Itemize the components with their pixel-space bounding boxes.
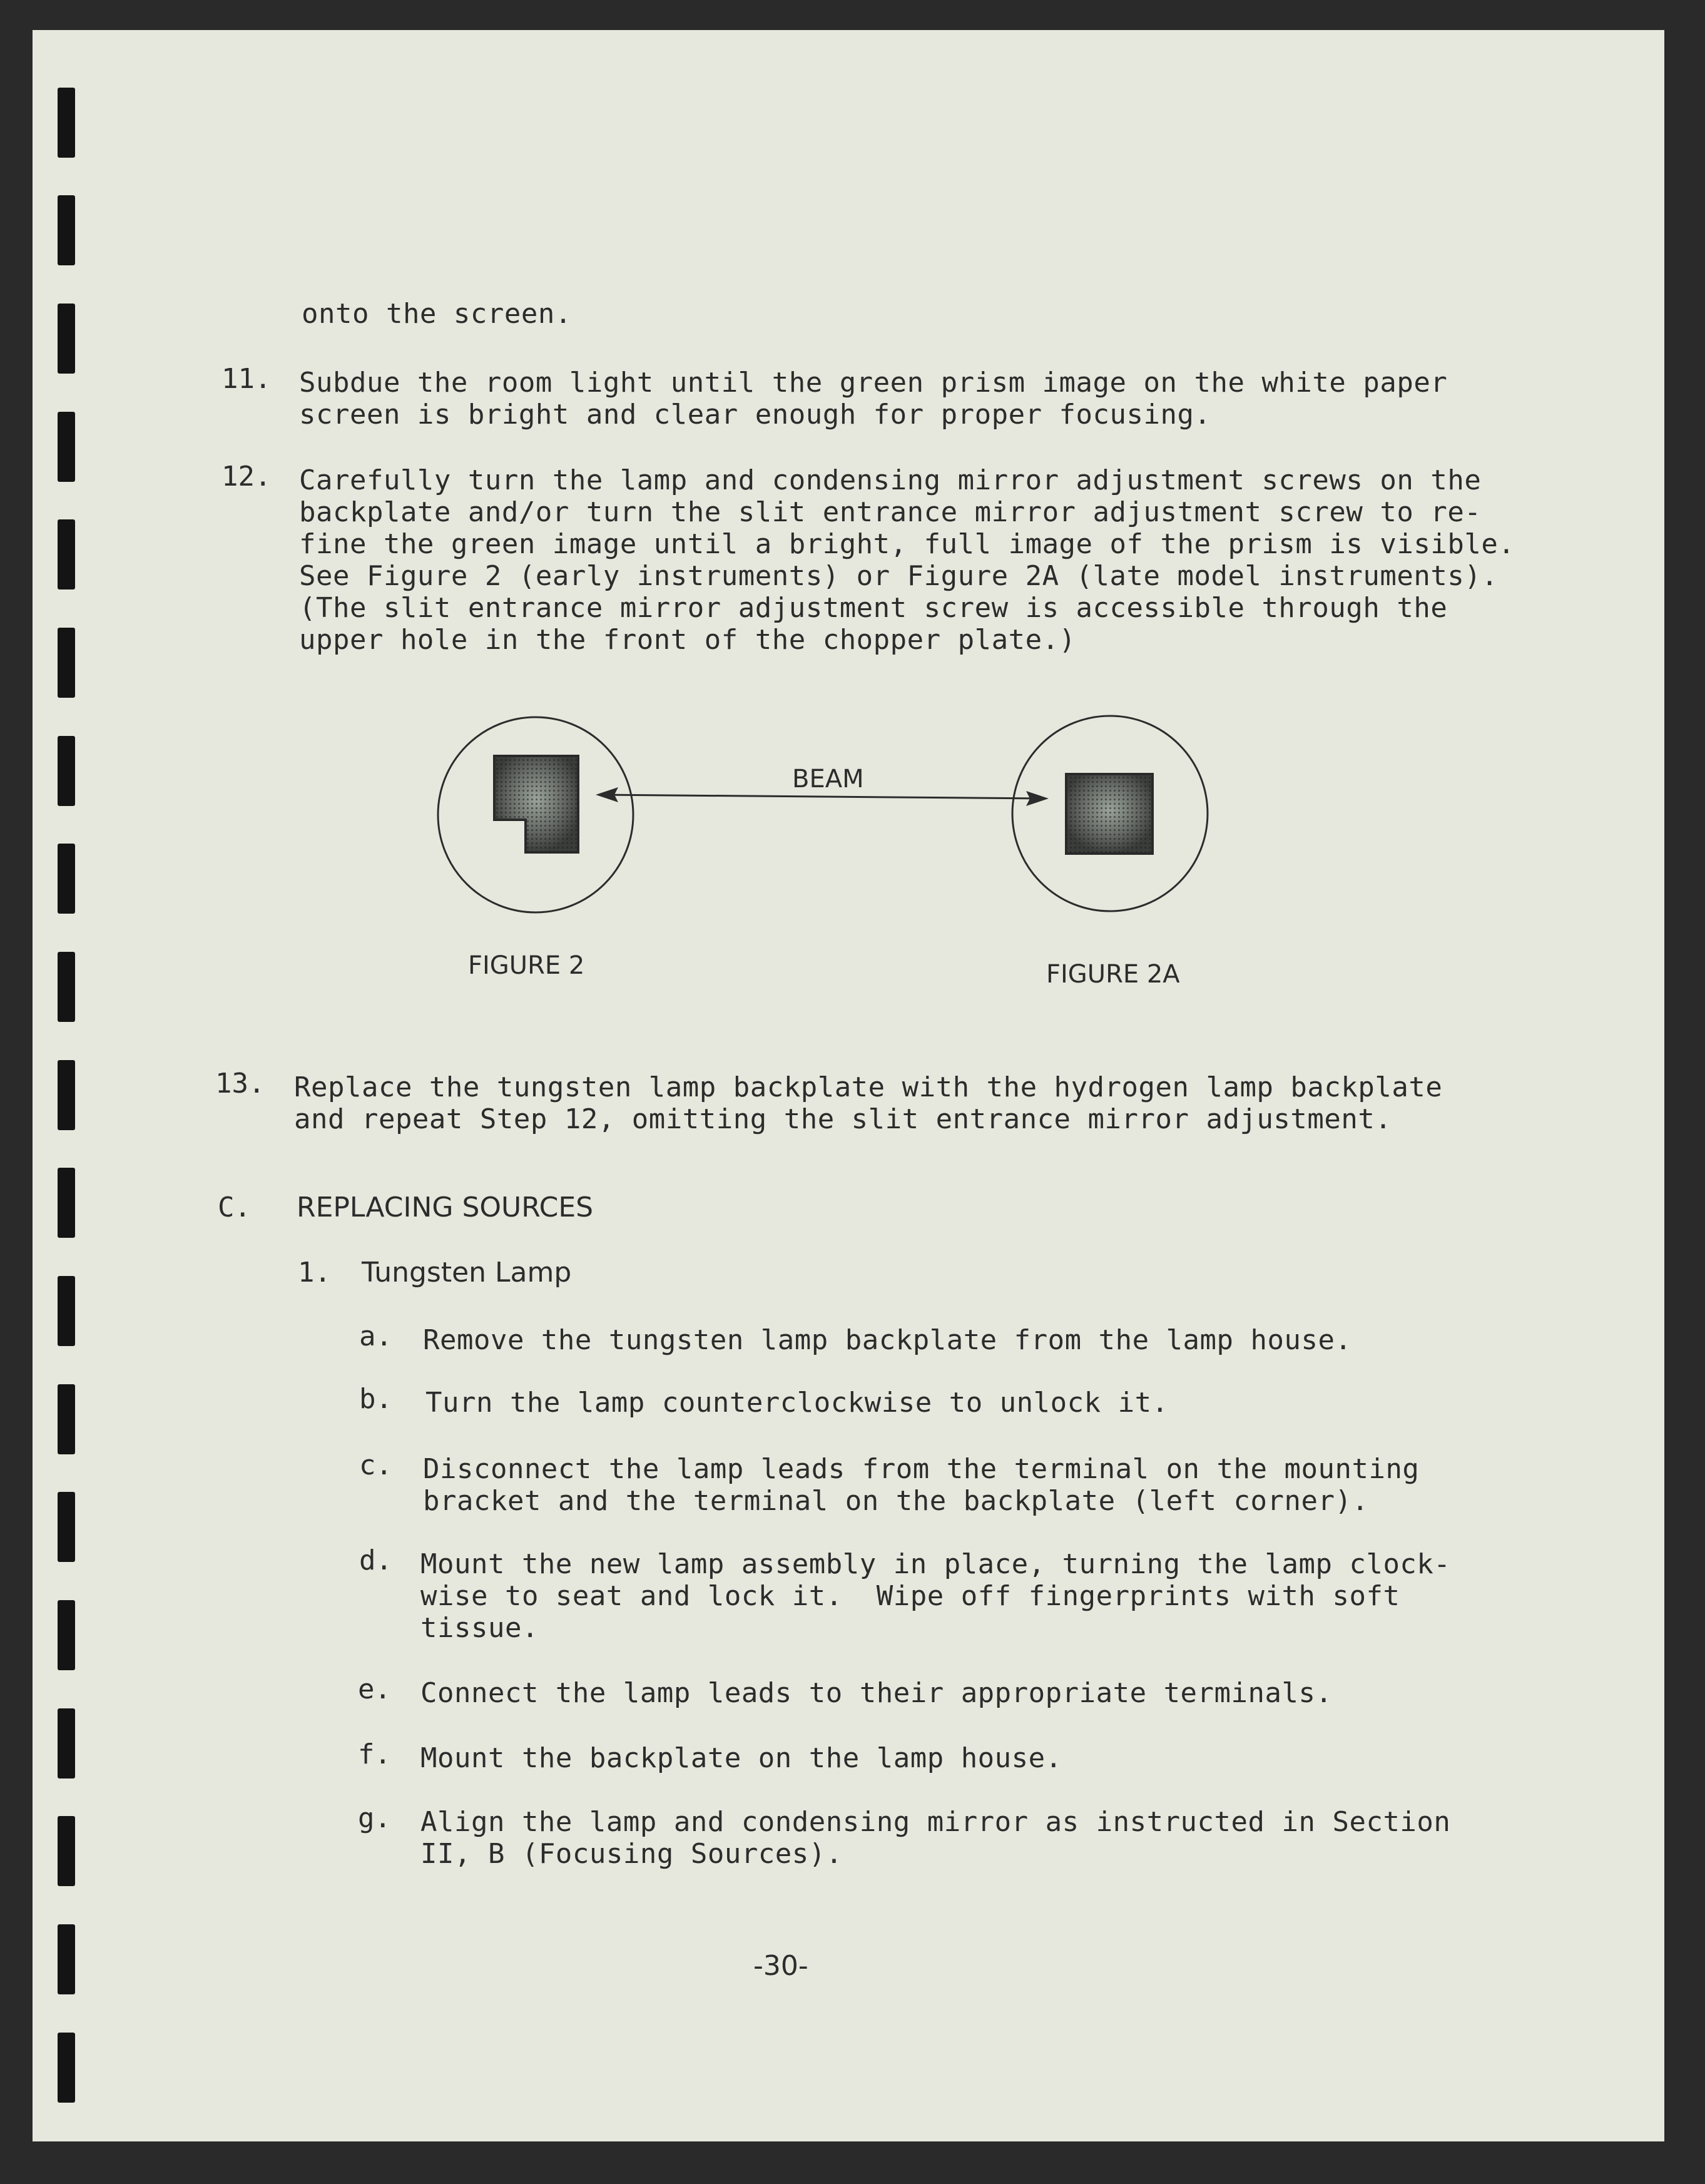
figure-2-caption: FIGURE 2 — [468, 951, 585, 980]
item-d-letter: d. — [359, 1544, 392, 1576]
item-c-line: Disconnect the lamp leads from the terminal on the mounting — [423, 1453, 1420, 1485]
binder-hole — [58, 1924, 75, 1994]
binder-hole — [58, 628, 75, 698]
item-d-line: wise to seat and lock it. Wipe off fingerprints with soft — [420, 1580, 1400, 1612]
figure-2a-caption: FIGURE 2A — [1046, 960, 1180, 989]
step-12-line: See Figure 2 (early instruments) or Figure 2A (late model instruments). — [299, 560, 1499, 592]
beam-label: BEAM — [792, 765, 864, 793]
item-d-line: tissue. — [420, 1612, 539, 1644]
binder-hole — [58, 1600, 75, 1670]
step-12-line: fine the green image until a bright, full image of the prism is visible. — [299, 528, 1515, 560]
binder-hole — [58, 1708, 75, 1778]
step-12-text — [299, 464, 1515, 656]
item-g-text — [420, 1806, 1450, 1870]
item-d-text — [420, 1548, 1450, 1644]
item-g-line: II, B (Focusing Sources). — [420, 1838, 843, 1870]
step-13-number: 13. — [215, 1068, 265, 1100]
step-13-line: Replace the tungsten lamp backplate with the hydrogen lamp backplate — [294, 1071, 1443, 1103]
section-title: REPLACING SOURCES — [297, 1192, 594, 1223]
binder-hole — [58, 519, 75, 589]
item-e-text — [420, 1677, 1332, 1709]
continuation-text: onto the screen. — [302, 298, 572, 330]
item-c-line: bracket and the terminal on the backplate (left corner). — [423, 1485, 1369, 1517]
step-12-line: Carefully turn the lamp and condensing mirror adjustment screws on the — [299, 464, 1482, 496]
item-c-letter: c. — [359, 1449, 392, 1481]
item-a-text — [423, 1324, 1351, 1356]
step-11-line: Subdue the room light until the green prism image on the white paper — [299, 367, 1448, 399]
binder-hole — [58, 1492, 75, 1562]
binder-hole — [58, 195, 75, 265]
binder-hole — [58, 1816, 75, 1886]
binder-hole — [58, 952, 75, 1022]
item-a-letter: a. — [359, 1320, 392, 1352]
item-g-letter: g. — [358, 1802, 391, 1834]
binder-hole — [58, 88, 75, 158]
section-letter: C. — [218, 1192, 251, 1223]
binder-hole — [58, 412, 75, 482]
binder-hole — [58, 844, 75, 914]
step-13-line: and repeat Step 12, omitting the slit entrance mirror adjustment. — [294, 1103, 1392, 1135]
step-11-line: screen is bright and clear enough for proper focusing. — [299, 399, 1211, 431]
step-12-line: upper hole in the front of the chopper plate.) — [299, 624, 1076, 656]
item-c-text — [423, 1453, 1419, 1517]
item-a-line: Remove the tungsten lamp backplate from the lamp house. — [423, 1324, 1352, 1356]
item-f-text — [420, 1742, 1062, 1774]
subsection-number: 1. — [298, 1257, 331, 1288]
binder-hole — [58, 1384, 75, 1454]
item-e-line: Connect the lamp leads to their appropriate terminals. — [420, 1677, 1333, 1709]
step-12-line: backplate and/or turn the slit entrance mirror adjustment screw to re- — [299, 496, 1482, 528]
binder-hole — [58, 2033, 75, 2103]
item-g-line: Align the lamp and condensing mirror as instructed in Section — [420, 1806, 1451, 1838]
item-e-letter: e. — [358, 1673, 391, 1705]
step-11-number: 11. — [221, 363, 272, 395]
item-d-line: Mount the new lamp assembly in place, turning the lamp clock- — [420, 1548, 1451, 1580]
binder-hole — [58, 304, 75, 374]
binder-hole — [58, 736, 75, 806]
binder-hole — [58, 1276, 75, 1346]
step-12-line: (The slit entrance mirror adjustment screw is accessible through the — [299, 592, 1448, 624]
item-b-letter: b. — [359, 1383, 392, 1415]
subsection-title: Tungsten Lamp — [362, 1257, 572, 1288]
step-13-text — [294, 1071, 1442, 1135]
binder-hole — [58, 1060, 75, 1130]
item-b-line: Turn the lamp counterclockwise to unlock it. — [425, 1387, 1169, 1419]
binder-hole — [58, 1168, 75, 1238]
item-b-text — [425, 1387, 1169, 1419]
item-f-letter: f. — [358, 1738, 391, 1770]
step-12-number: 12. — [221, 461, 272, 492]
step-11-text — [299, 367, 1447, 431]
item-f-line: Mount the backplate on the lamp house. — [420, 1742, 1062, 1774]
page-number: -30- — [753, 1950, 808, 1982]
